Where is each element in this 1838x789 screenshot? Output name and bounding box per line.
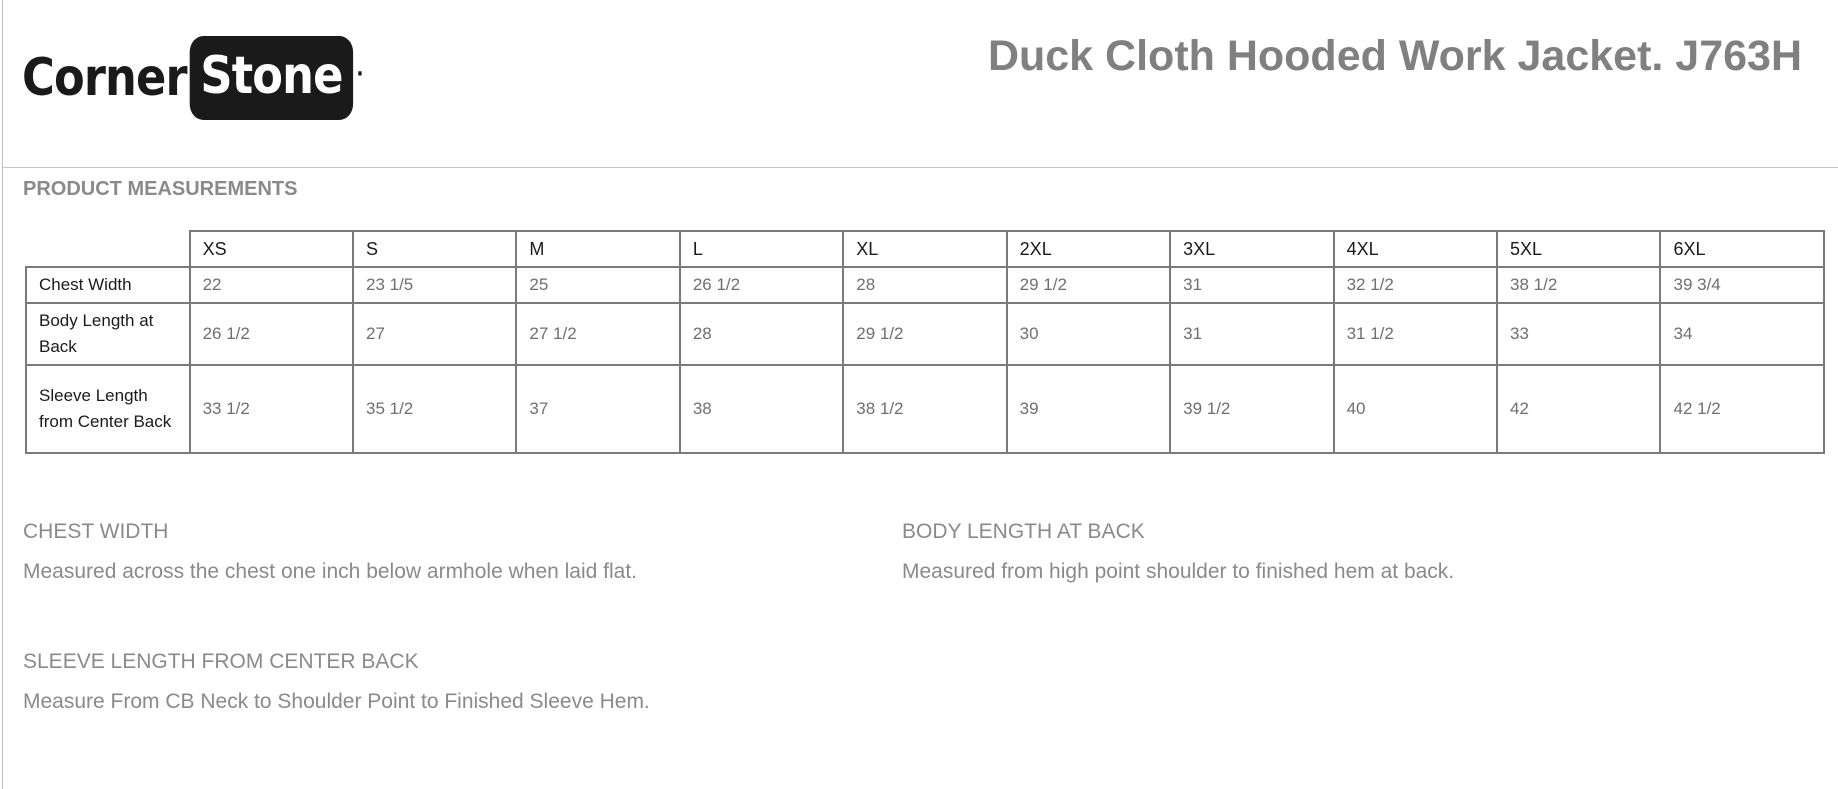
table-cell: 31 1/2	[1334, 303, 1497, 365]
table-cell: 31	[1170, 303, 1333, 365]
table-cell: 33	[1497, 303, 1660, 365]
definition-body-length	[902, 520, 1454, 584]
row-label: Sleeve Length from Center Back	[26, 365, 190, 453]
table-cell: 39 1/2	[1170, 365, 1333, 453]
product-title: Duck Cloth Hooded Work Jacket. J763H	[987, 32, 1802, 80]
definition-text: Measured from high point shoulder to finished hem at back.	[902, 560, 1455, 583]
logo-mark: ·	[356, 62, 363, 87]
table-cell: 42	[1497, 365, 1660, 453]
definition-sleeve-length	[23, 650, 650, 714]
table-row-sleeve-length	[26, 365, 1824, 453]
cornerstone-logo	[22, 36, 363, 120]
table-cell: 38	[680, 365, 843, 453]
table-header-row	[26, 231, 1824, 267]
row-label: Body Length at Back	[26, 303, 190, 365]
size-header: M	[516, 231, 679, 267]
logo-word-corner: Corner	[22, 48, 187, 108]
table-cell: 39 3/4	[1660, 267, 1824, 303]
size-header: 5XL	[1497, 231, 1660, 267]
logo-word-stone: Stone	[190, 36, 353, 120]
size-header: S	[353, 231, 516, 267]
table-cell: 29 1/2	[1007, 267, 1170, 303]
table-row-body-length	[26, 303, 1824, 365]
definition-text: Measured across the chest one inch below armhole when laid flat.	[23, 560, 638, 583]
table-cell: 28	[680, 303, 843, 365]
table-cell: 35 1/2	[353, 365, 516, 453]
table-cell: 29 1/2	[843, 303, 1006, 365]
table-cell: 25	[516, 267, 679, 303]
size-header: XS	[190, 231, 353, 267]
table-cell: 28	[843, 267, 1006, 303]
size-header: 2XL	[1007, 231, 1170, 267]
table-cell: 38 1/2	[1497, 267, 1660, 303]
size-header: 4XL	[1334, 231, 1497, 267]
definition-heading: BODY LENGTH AT BACK	[902, 520, 1145, 543]
page-left-border	[2, 0, 3, 789]
size-header: 3XL	[1170, 231, 1333, 267]
table-cell: 34	[1660, 303, 1824, 365]
table-cell: 31	[1170, 267, 1333, 303]
row-label: Chest Width	[26, 267, 190, 303]
size-header: XL	[843, 231, 1006, 267]
table-cell: 42 1/2	[1660, 365, 1824, 453]
table-cell: 30	[1007, 303, 1170, 365]
header-divider	[2, 167, 1838, 168]
table-corner-cell	[26, 231, 190, 267]
definition-heading: CHEST WIDTH	[23, 520, 169, 543]
table-cell: 27 1/2	[516, 303, 679, 365]
table-cell: 27	[353, 303, 516, 365]
size-header: L	[680, 231, 843, 267]
table-cell: 32 1/2	[1334, 267, 1497, 303]
table-cell: 26 1/2	[680, 267, 843, 303]
definition-heading: SLEEVE LENGTH FROM CENTER BACK	[23, 650, 419, 673]
table-row-chest-width	[26, 267, 1824, 303]
table-cell: 40	[1334, 365, 1497, 453]
table-cell: 33 1/2	[190, 365, 353, 453]
measurements-table	[25, 230, 1825, 454]
definition-chest-width	[23, 520, 637, 584]
table-cell: 39	[1007, 365, 1170, 453]
size-header: 6XL	[1660, 231, 1824, 267]
table-cell: 26 1/2	[190, 303, 353, 365]
section-heading: PRODUCT MEASUREMENTS	[23, 178, 298, 200]
table-cell: 22	[190, 267, 353, 303]
table-cell: 37	[516, 365, 679, 453]
table-cell: 23 1/5	[353, 267, 516, 303]
definition-text: Measure From CB Neck to Shoulder Point to Finished Sleeve Hem.	[23, 690, 650, 713]
table-cell: 38 1/2	[843, 365, 1006, 453]
